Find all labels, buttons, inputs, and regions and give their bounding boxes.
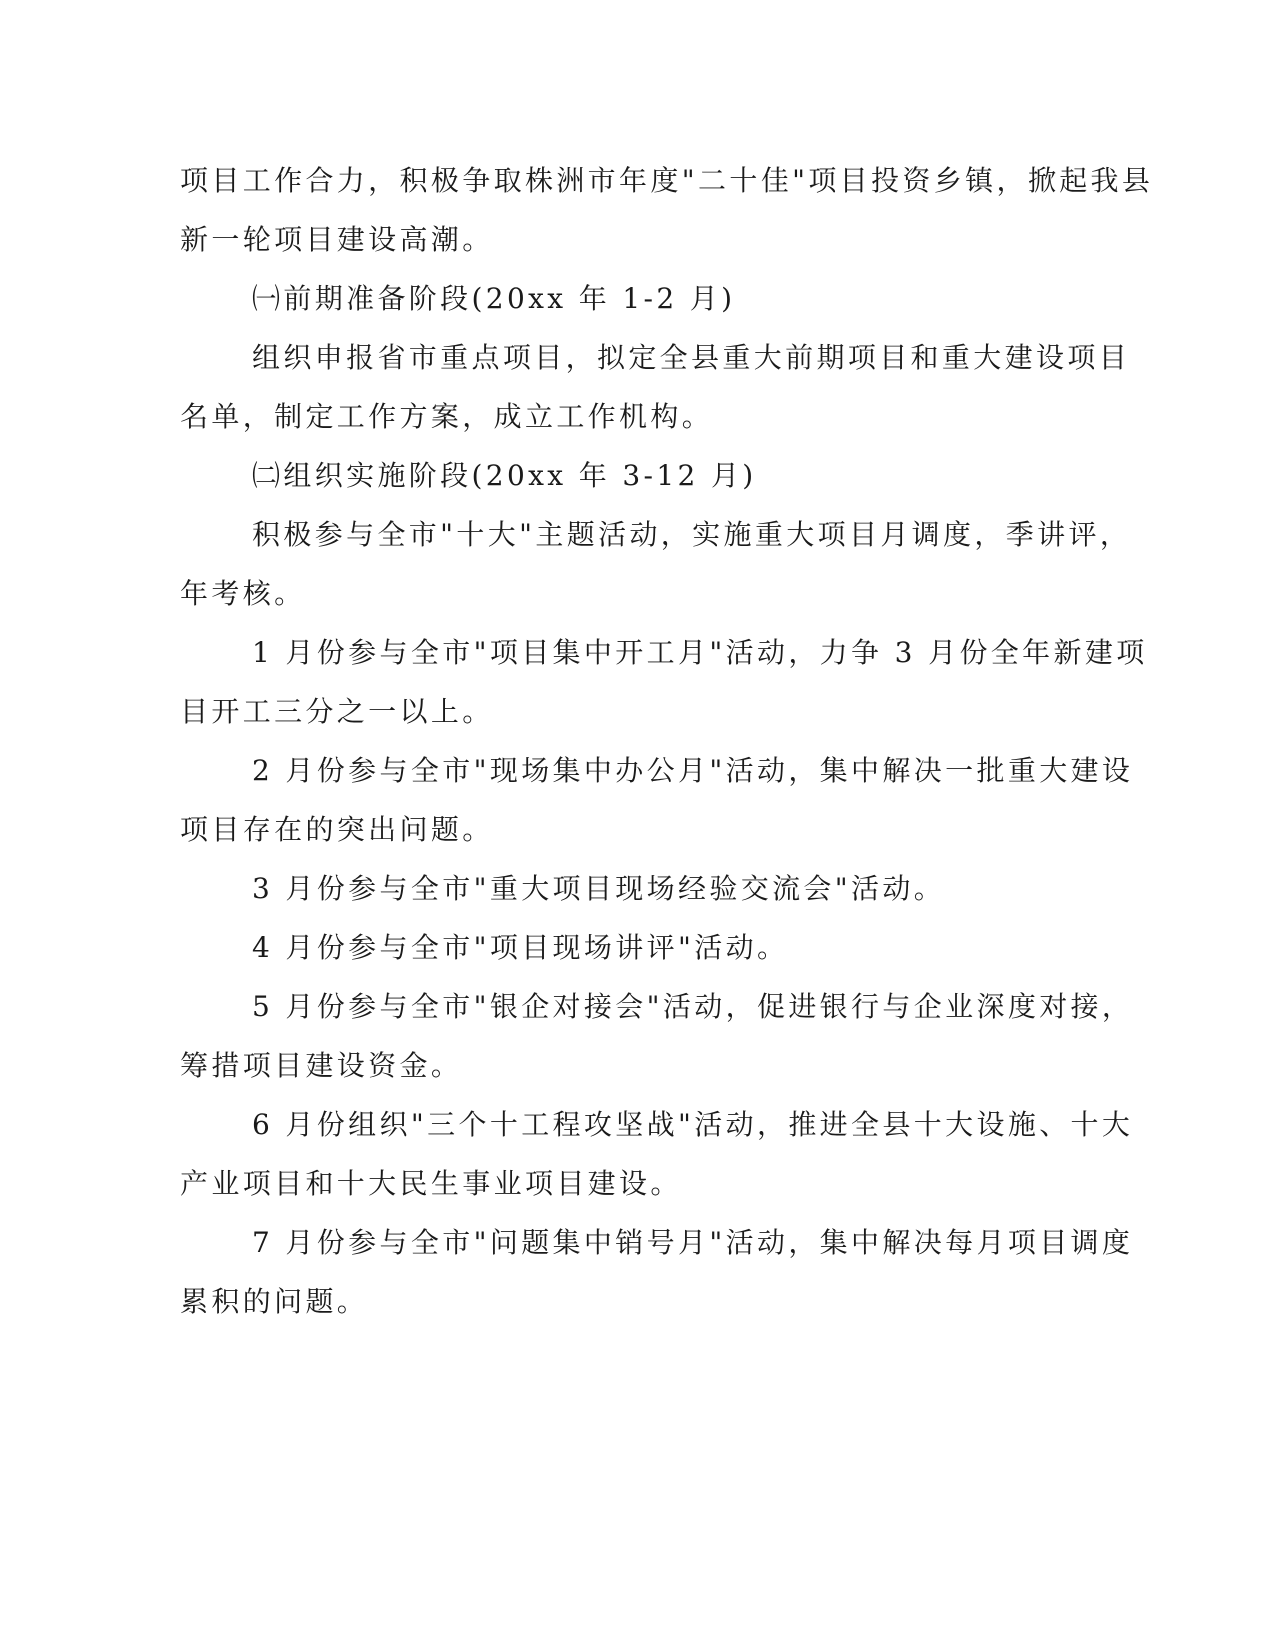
text-line: 产业项目和十大民生事业项目建设。 [180, 1167, 682, 1200]
text-line: 累积的问题。 [180, 1285, 369, 1318]
text-line: 项目工作合力，积极争取株洲市年度"二十佳"项目投资乡镇，掀起我县 [180, 164, 1154, 197]
text-line: 1 月份参与全市"项目集中开工月"活动，力争 3 月份全年新建项 [252, 636, 1148, 669]
text-line: 6 月份组织"三个十工程攻坚战"活动，推进全县十大设施、十大 [252, 1108, 1134, 1141]
text-line: 3 月份参与全市"重大项目现场经验交流会"活动。 [252, 872, 946, 905]
text-line: 7 月份参与全市"问题集中销号月"活动，集中解决每月项目调度 [252, 1226, 1134, 1259]
text-line: 项目存在的突出问题。 [180, 813, 494, 846]
section-heading: ㈡组织实施阶段(20xx 年 3-12 月) [252, 459, 757, 492]
text-line: 名单，制定工作方案，成立工作机构。 [180, 400, 714, 433]
text-line: 目开工三分之一以上。 [180, 695, 494, 728]
section-heading: ㈠前期准备阶段(20xx 年 1-2 月) [252, 282, 736, 315]
text-line: 新一轮项目建设高潮。 [180, 223, 494, 256]
text-line: 5 月份参与全市"银企对接会"活动，促进银行与企业深度对接， [252, 990, 1134, 1023]
text-line: 4 月份参与全市"项目现场讲评"活动。 [252, 931, 789, 964]
text-line: 积极参与全市"十大"主题活动，实施重大项目月调度，季讲评， [252, 518, 1132, 551]
text-line: 2 月份参与全市"现场集中办公月"活动，集中解决一批重大建设 [252, 754, 1134, 787]
text-line: 组织申报省市重点项目，拟定全县重大前期项目和重大建设项目 [252, 341, 1131, 374]
text-line: 筹措项目建设资金。 [180, 1049, 463, 1082]
text-line: 年考核。 [180, 577, 306, 610]
